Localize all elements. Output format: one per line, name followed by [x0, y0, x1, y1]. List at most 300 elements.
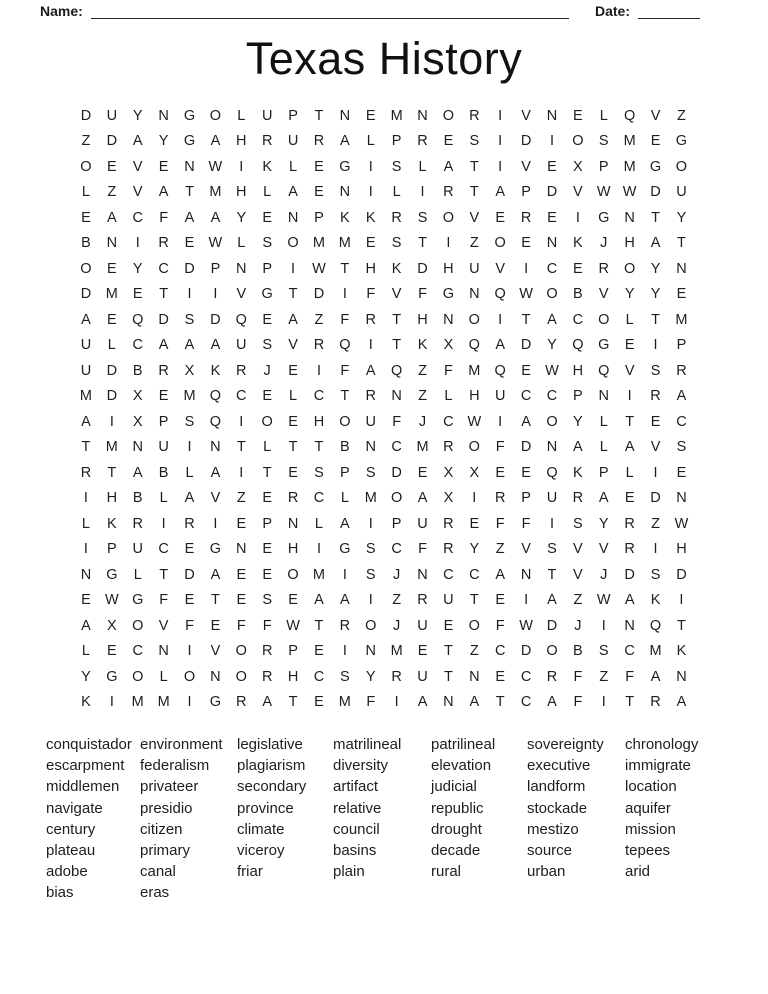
grid-letter: V — [573, 184, 583, 201]
grid-letter: Q — [468, 337, 480, 354]
grid-letter: I — [368, 592, 373, 609]
grid-letter: C — [391, 541, 402, 558]
grid-letter: N — [469, 668, 480, 685]
grid-letter: Z — [418, 388, 427, 405]
grid-letter: V — [521, 158, 531, 175]
grid-letter: C — [520, 668, 532, 685]
word-list-item: viceroy — [237, 842, 285, 860]
word-list-item: mission — [625, 820, 676, 838]
grid-letter: E — [495, 464, 506, 481]
grid-letter: B — [132, 490, 143, 507]
grid-letter: A — [132, 133, 143, 150]
grid-letter: X — [443, 490, 454, 507]
grid-letter: A — [573, 439, 583, 456]
grid-letter: E — [184, 541, 195, 558]
grid-letter: B — [132, 362, 143, 379]
grid-letter: T — [547, 566, 557, 583]
grid-letter: I — [575, 209, 580, 226]
grid-letter: D — [676, 566, 687, 583]
grid-letter: I — [187, 694, 192, 711]
grid-letter: R — [80, 464, 92, 481]
grid-letter: G — [209, 694, 222, 711]
grid-letter: T — [392, 311, 402, 328]
grid-letter: U — [261, 107, 273, 124]
grid-letter: E — [495, 592, 506, 609]
grid-letter: I — [446, 235, 451, 252]
word-list-column — [625, 734, 698, 904]
grid-letter: U — [417, 515, 428, 532]
grid-letter: I — [549, 133, 554, 150]
grid-letter: H — [443, 260, 454, 277]
word-list-column — [333, 734, 431, 904]
grid-letter: R — [624, 541, 635, 558]
grid-letter: T — [625, 413, 635, 430]
grid-letter: N — [132, 439, 143, 456]
grid-letter: E — [573, 107, 583, 124]
grid-letter: D — [80, 107, 92, 124]
word-list-item: urban — [527, 863, 566, 881]
grid-letter: Y — [624, 286, 635, 303]
name-label: Name: — [40, 3, 83, 19]
grid-letter: N — [676, 260, 687, 277]
grid-letter: E — [314, 643, 324, 660]
grid-letter: L — [599, 413, 608, 430]
grid-letter: A — [340, 515, 350, 532]
grid-letter: F — [366, 694, 376, 711]
grid-letter: T — [469, 184, 479, 201]
word-list-item: tepees — [625, 842, 671, 860]
grid-letter: I — [653, 464, 658, 481]
grid-letter: A — [184, 337, 195, 354]
grid-letter: I — [601, 694, 606, 711]
grid-letter: R — [365, 311, 376, 328]
grid-letter: E — [521, 362, 531, 379]
grid-letter: M — [338, 694, 351, 711]
grid-letter: K — [107, 515, 117, 532]
word-list-item: citizen — [140, 820, 183, 838]
grid-letter: G — [598, 337, 610, 354]
grid-letter: I — [316, 541, 321, 558]
grid-letter: C — [624, 643, 635, 660]
grid-letter: L — [392, 184, 401, 201]
grid-letter: H — [106, 490, 118, 507]
grid-letter: I — [109, 694, 114, 711]
word-list-item: primary — [140, 842, 191, 860]
grid-letter: A — [495, 337, 506, 354]
grid-letter: R — [417, 133, 428, 150]
grid-letter: L — [133, 566, 142, 583]
grid-letter: R — [572, 490, 584, 507]
grid-letter: R — [184, 515, 195, 532]
grid-letter: P — [676, 337, 687, 354]
grid-letter: Y — [365, 668, 376, 685]
grid-letter: V — [288, 337, 298, 354]
grid-letter: M — [675, 311, 688, 328]
grid-letter: L — [107, 337, 116, 354]
grid-letter: P — [262, 260, 273, 277]
grid-letter: N — [546, 107, 558, 124]
grid-letter: O — [468, 311, 480, 328]
grid-letter: E — [288, 464, 298, 481]
grid-letter: I — [213, 286, 218, 303]
grid-letter: F — [573, 668, 583, 685]
grid-letter: E — [624, 337, 635, 354]
grid-letter: A — [314, 592, 324, 609]
grid-letter: I — [498, 158, 503, 175]
grid-letter: A — [547, 311, 557, 328]
grid-letter: C — [494, 643, 506, 660]
grid-letter: L — [314, 515, 323, 532]
grid-letter: I — [653, 337, 658, 354]
grid-letter: V — [236, 286, 247, 303]
grid-letter: I — [239, 158, 244, 175]
grid-letter: E — [443, 133, 454, 150]
grid-letter: N — [184, 158, 195, 175]
grid-letter: K — [340, 209, 350, 226]
grid-letter: S — [262, 337, 273, 354]
grid-letter: E — [365, 235, 376, 252]
grid-letter: T — [469, 158, 479, 175]
grid-letter: M — [649, 643, 662, 660]
grid-letter: W — [519, 286, 533, 303]
word-list-column — [527, 734, 625, 904]
grid-letter: T — [677, 617, 686, 634]
grid-letter: T — [495, 694, 505, 711]
grid-letter: H — [287, 541, 299, 558]
grid-letter: C — [132, 337, 143, 354]
grid-letter: R — [261, 668, 273, 685]
grid-letter: G — [132, 592, 144, 609]
grid-letter: U — [236, 337, 247, 354]
grid-letter: U — [132, 541, 143, 558]
grid-letter: Y — [236, 209, 247, 226]
grid-letter: I — [524, 592, 529, 609]
grid-letter: D — [650, 490, 661, 507]
grid-letter: S — [340, 668, 350, 685]
grid-letter: L — [599, 439, 608, 456]
grid-letter: E — [236, 566, 247, 583]
grid-letter: O — [390, 490, 403, 507]
grid-letter: S — [650, 566, 661, 583]
grid-letter: O — [287, 235, 299, 252]
grid-letter: X — [469, 464, 480, 481]
grid-letter: S — [262, 235, 273, 252]
grid-letter: C — [443, 413, 454, 430]
grid-letter: T — [443, 668, 453, 685]
grid-letter: P — [158, 413, 169, 430]
grid-letter: M — [338, 235, 351, 252]
grid-letter: M — [390, 643, 403, 660]
grid-letter: I — [342, 643, 347, 660]
word-list-item: artifact — [333, 778, 379, 796]
grid-letter: S — [417, 209, 428, 226]
grid-letter: O — [235, 643, 247, 660]
grid-letter: D — [650, 184, 661, 201]
grid-letter: T — [651, 209, 660, 226]
grid-letter: C — [572, 311, 584, 328]
grid-letter: Q — [494, 362, 506, 379]
grid-letter: N — [365, 439, 376, 456]
grid-letter: D — [184, 566, 195, 583]
grid-letter: L — [81, 515, 90, 532]
grid-letter: F — [495, 617, 505, 634]
grid-letter: E — [469, 515, 480, 532]
grid-letter: I — [420, 184, 425, 201]
grid-letter: F — [340, 311, 350, 328]
grid-letter: Z — [392, 592, 402, 609]
grid-letter: Z — [236, 490, 246, 507]
grid-letter: R — [469, 107, 480, 124]
grid-letter: M — [105, 439, 118, 456]
grid-letter: I — [187, 439, 192, 456]
grid-letter: O — [261, 413, 273, 430]
grid-letter: T — [288, 439, 298, 456]
grid-letter: E — [184, 592, 195, 609]
grid-letter: L — [444, 388, 453, 405]
grid-letter: D — [624, 566, 635, 583]
grid-letter: C — [158, 260, 169, 277]
letter-grid — [73, 103, 694, 715]
grid-letter: L — [418, 158, 427, 175]
grid-letter: N — [287, 515, 299, 532]
grid-letter: E — [107, 260, 117, 277]
grid-letter: C — [313, 388, 325, 405]
grid-letter: U — [546, 490, 558, 507]
grid-letter: R — [598, 260, 609, 277]
grid-letter: M — [416, 439, 429, 456]
grid-letter: C — [132, 643, 143, 660]
grid-letter: P — [314, 209, 324, 226]
grid-letter: Z — [599, 668, 609, 685]
grid-letter: E — [107, 643, 117, 660]
grid-letter: E — [288, 413, 298, 430]
grid-letter: I — [291, 260, 296, 277]
grid-letter: U — [443, 592, 454, 609]
grid-letter: T — [443, 643, 453, 660]
grid-letter: X — [132, 388, 143, 405]
grid-letter: B — [340, 439, 350, 456]
grid-letter: X — [132, 413, 143, 430]
grid-letter: J — [393, 566, 401, 583]
grid-letter: W — [286, 617, 300, 634]
grid-letter: A — [288, 311, 298, 328]
grid-letter: N — [339, 184, 351, 201]
grid-letter: U — [494, 388, 506, 405]
word-list-item: plain — [333, 863, 365, 881]
word-list-item: legislative — [237, 736, 303, 753]
grid-letter: O — [675, 158, 688, 175]
grid-letter: A — [158, 184, 169, 201]
grid-letter: R — [365, 388, 376, 405]
grid-letter: Z — [651, 515, 660, 532]
grid-letter: E — [81, 592, 91, 609]
grid-letter: K — [417, 337, 428, 354]
grid-letter: N — [158, 107, 169, 124]
word-list-item: drought — [431, 820, 482, 838]
grid-letter: G — [339, 158, 351, 175]
grid-letter: D — [520, 439, 532, 456]
grid-letter: G — [675, 133, 688, 150]
grid-letter: S — [676, 439, 687, 456]
grid-letter: A — [288, 184, 298, 201]
grid-letter: I — [83, 541, 88, 558]
grid-letter: I — [394, 694, 399, 711]
grid-letter: P — [107, 541, 117, 558]
page-title: Texas History — [245, 33, 523, 84]
grid-letter: D — [391, 464, 402, 481]
grid-letter: K — [650, 592, 661, 609]
grid-letter: T — [81, 439, 91, 456]
grid-letter: I — [239, 464, 244, 481]
grid-letter: U — [158, 439, 169, 456]
grid-letter: E — [262, 209, 273, 226]
grid-letter: O — [624, 260, 636, 277]
grid-letter: W — [596, 592, 611, 609]
grid-letter: C — [443, 566, 454, 583]
grid-letter: V — [521, 107, 531, 124]
word-list-item: immigrate — [625, 757, 691, 775]
grid-letter: M — [209, 184, 222, 201]
grid-letter: N — [624, 617, 635, 634]
grid-letter: R — [261, 643, 273, 660]
grid-letter: O — [442, 209, 455, 226]
grid-letter: L — [237, 107, 246, 124]
grid-letter: A — [547, 694, 557, 711]
grid-letter: G — [649, 158, 662, 175]
grid-letter: I — [213, 515, 218, 532]
grid-letter: A — [340, 592, 350, 609]
grid-letter: D — [106, 362, 118, 379]
grid-letter: P — [288, 107, 298, 124]
word-list-item: eras — [140, 884, 170, 902]
grid-letter: T — [677, 235, 686, 252]
grid-letter: R — [158, 362, 169, 379]
grid-letter: Z — [495, 541, 505, 558]
grid-letter: H — [287, 668, 299, 685]
grid-letter: Q — [132, 311, 144, 328]
grid-letter: D — [106, 388, 118, 405]
grid-letter: N — [236, 541, 247, 558]
grid-letter: U — [80, 337, 92, 354]
grid-letter: A — [417, 694, 428, 711]
grid-letter: A — [210, 464, 221, 481]
grid-letter: S — [184, 413, 195, 430]
grid-letter: E — [417, 643, 428, 660]
word-list-item: council — [333, 820, 380, 838]
grid-letter: Z — [469, 643, 479, 660]
word-list-item: arid — [625, 863, 651, 881]
grid-letter: E — [288, 592, 298, 609]
grid-letter: B — [573, 643, 583, 660]
grid-letter: L — [185, 464, 194, 481]
grid-letter: F — [159, 209, 169, 226]
grid-letter: N — [210, 439, 221, 456]
grid-letter: E — [314, 694, 324, 711]
grid-letter: A — [624, 592, 635, 609]
grid-letter: C — [158, 541, 169, 558]
grid-letter: F — [340, 362, 350, 379]
grid-letter: G — [261, 286, 273, 303]
grid-letter: A — [210, 133, 221, 150]
grid-letter: E — [676, 286, 687, 303]
word-list-item: patrilineal — [431, 736, 496, 753]
grid-letter: Z — [107, 184, 117, 201]
grid-letter: O — [546, 413, 558, 430]
grid-letter: L — [81, 643, 90, 660]
grid-letter: V — [495, 260, 506, 277]
grid-letter: E — [158, 158, 169, 175]
grid-letter: W — [208, 158, 223, 175]
word-list-item: mestizo — [527, 820, 579, 838]
grid-letter: R — [391, 668, 402, 685]
grid-letter: T — [288, 286, 298, 303]
grid-letter: A — [81, 311, 91, 328]
word-list-column — [140, 734, 237, 904]
grid-letter: V — [650, 439, 661, 456]
grid-letter: E — [262, 490, 273, 507]
grid-letter: P — [210, 260, 221, 277]
grid-letter: I — [83, 490, 88, 507]
grid-letter: Q — [494, 286, 506, 303]
word-list-item: executive — [527, 757, 591, 775]
grid-letter: R — [313, 133, 325, 150]
word-list-item: aquifer — [625, 799, 671, 817]
grid-letter: M — [105, 286, 118, 303]
word-list-item: relative — [333, 799, 382, 817]
word-list-item: privateer — [140, 778, 199, 796]
word-list-item: secondary — [237, 778, 307, 796]
word-list-item: bias — [46, 884, 74, 902]
grid-letter: Q — [572, 337, 584, 354]
grid-letter: V — [573, 541, 583, 558]
grid-letter: V — [210, 643, 221, 660]
word-list-item: rural — [431, 863, 462, 881]
grid-letter: V — [210, 490, 221, 507]
grid-letter: O — [494, 235, 506, 252]
grid-letter: R — [158, 235, 169, 252]
grid-letter: T — [107, 464, 117, 481]
grid-letter: H — [236, 133, 247, 150]
word-list-column — [46, 734, 140, 904]
word-list-item: middlemen — [46, 778, 120, 796]
word-list-item: decade — [431, 842, 481, 860]
grid-letter: K — [210, 362, 221, 379]
grid-letter: C — [236, 388, 247, 405]
grid-letter: O — [598, 311, 610, 328]
grid-letter: S — [365, 541, 376, 558]
grid-letter: I — [368, 158, 373, 175]
grid-letter: R — [494, 490, 506, 507]
grid-letter: B — [158, 464, 169, 481]
grid-letter: P — [391, 133, 402, 150]
grid-letter: W — [104, 592, 119, 609]
word-list-item: diversity — [333, 757, 389, 775]
grid-letter: U — [417, 617, 428, 634]
grid-letter: L — [159, 668, 168, 685]
grid-letter: E — [495, 209, 506, 226]
word-list-item: province — [237, 799, 294, 817]
grid-letter: N — [80, 566, 92, 583]
grid-letter: Z — [677, 107, 686, 124]
grid-letter: H — [676, 541, 687, 558]
grid-letter: S — [391, 158, 402, 175]
grid-letter: N — [236, 260, 247, 277]
grid-letter: T — [288, 694, 298, 711]
grid-letter: E — [495, 668, 506, 685]
word-list-item: matrilineal — [333, 736, 402, 753]
word-list-item: basins — [333, 842, 377, 860]
grid-letter: J — [574, 617, 582, 634]
